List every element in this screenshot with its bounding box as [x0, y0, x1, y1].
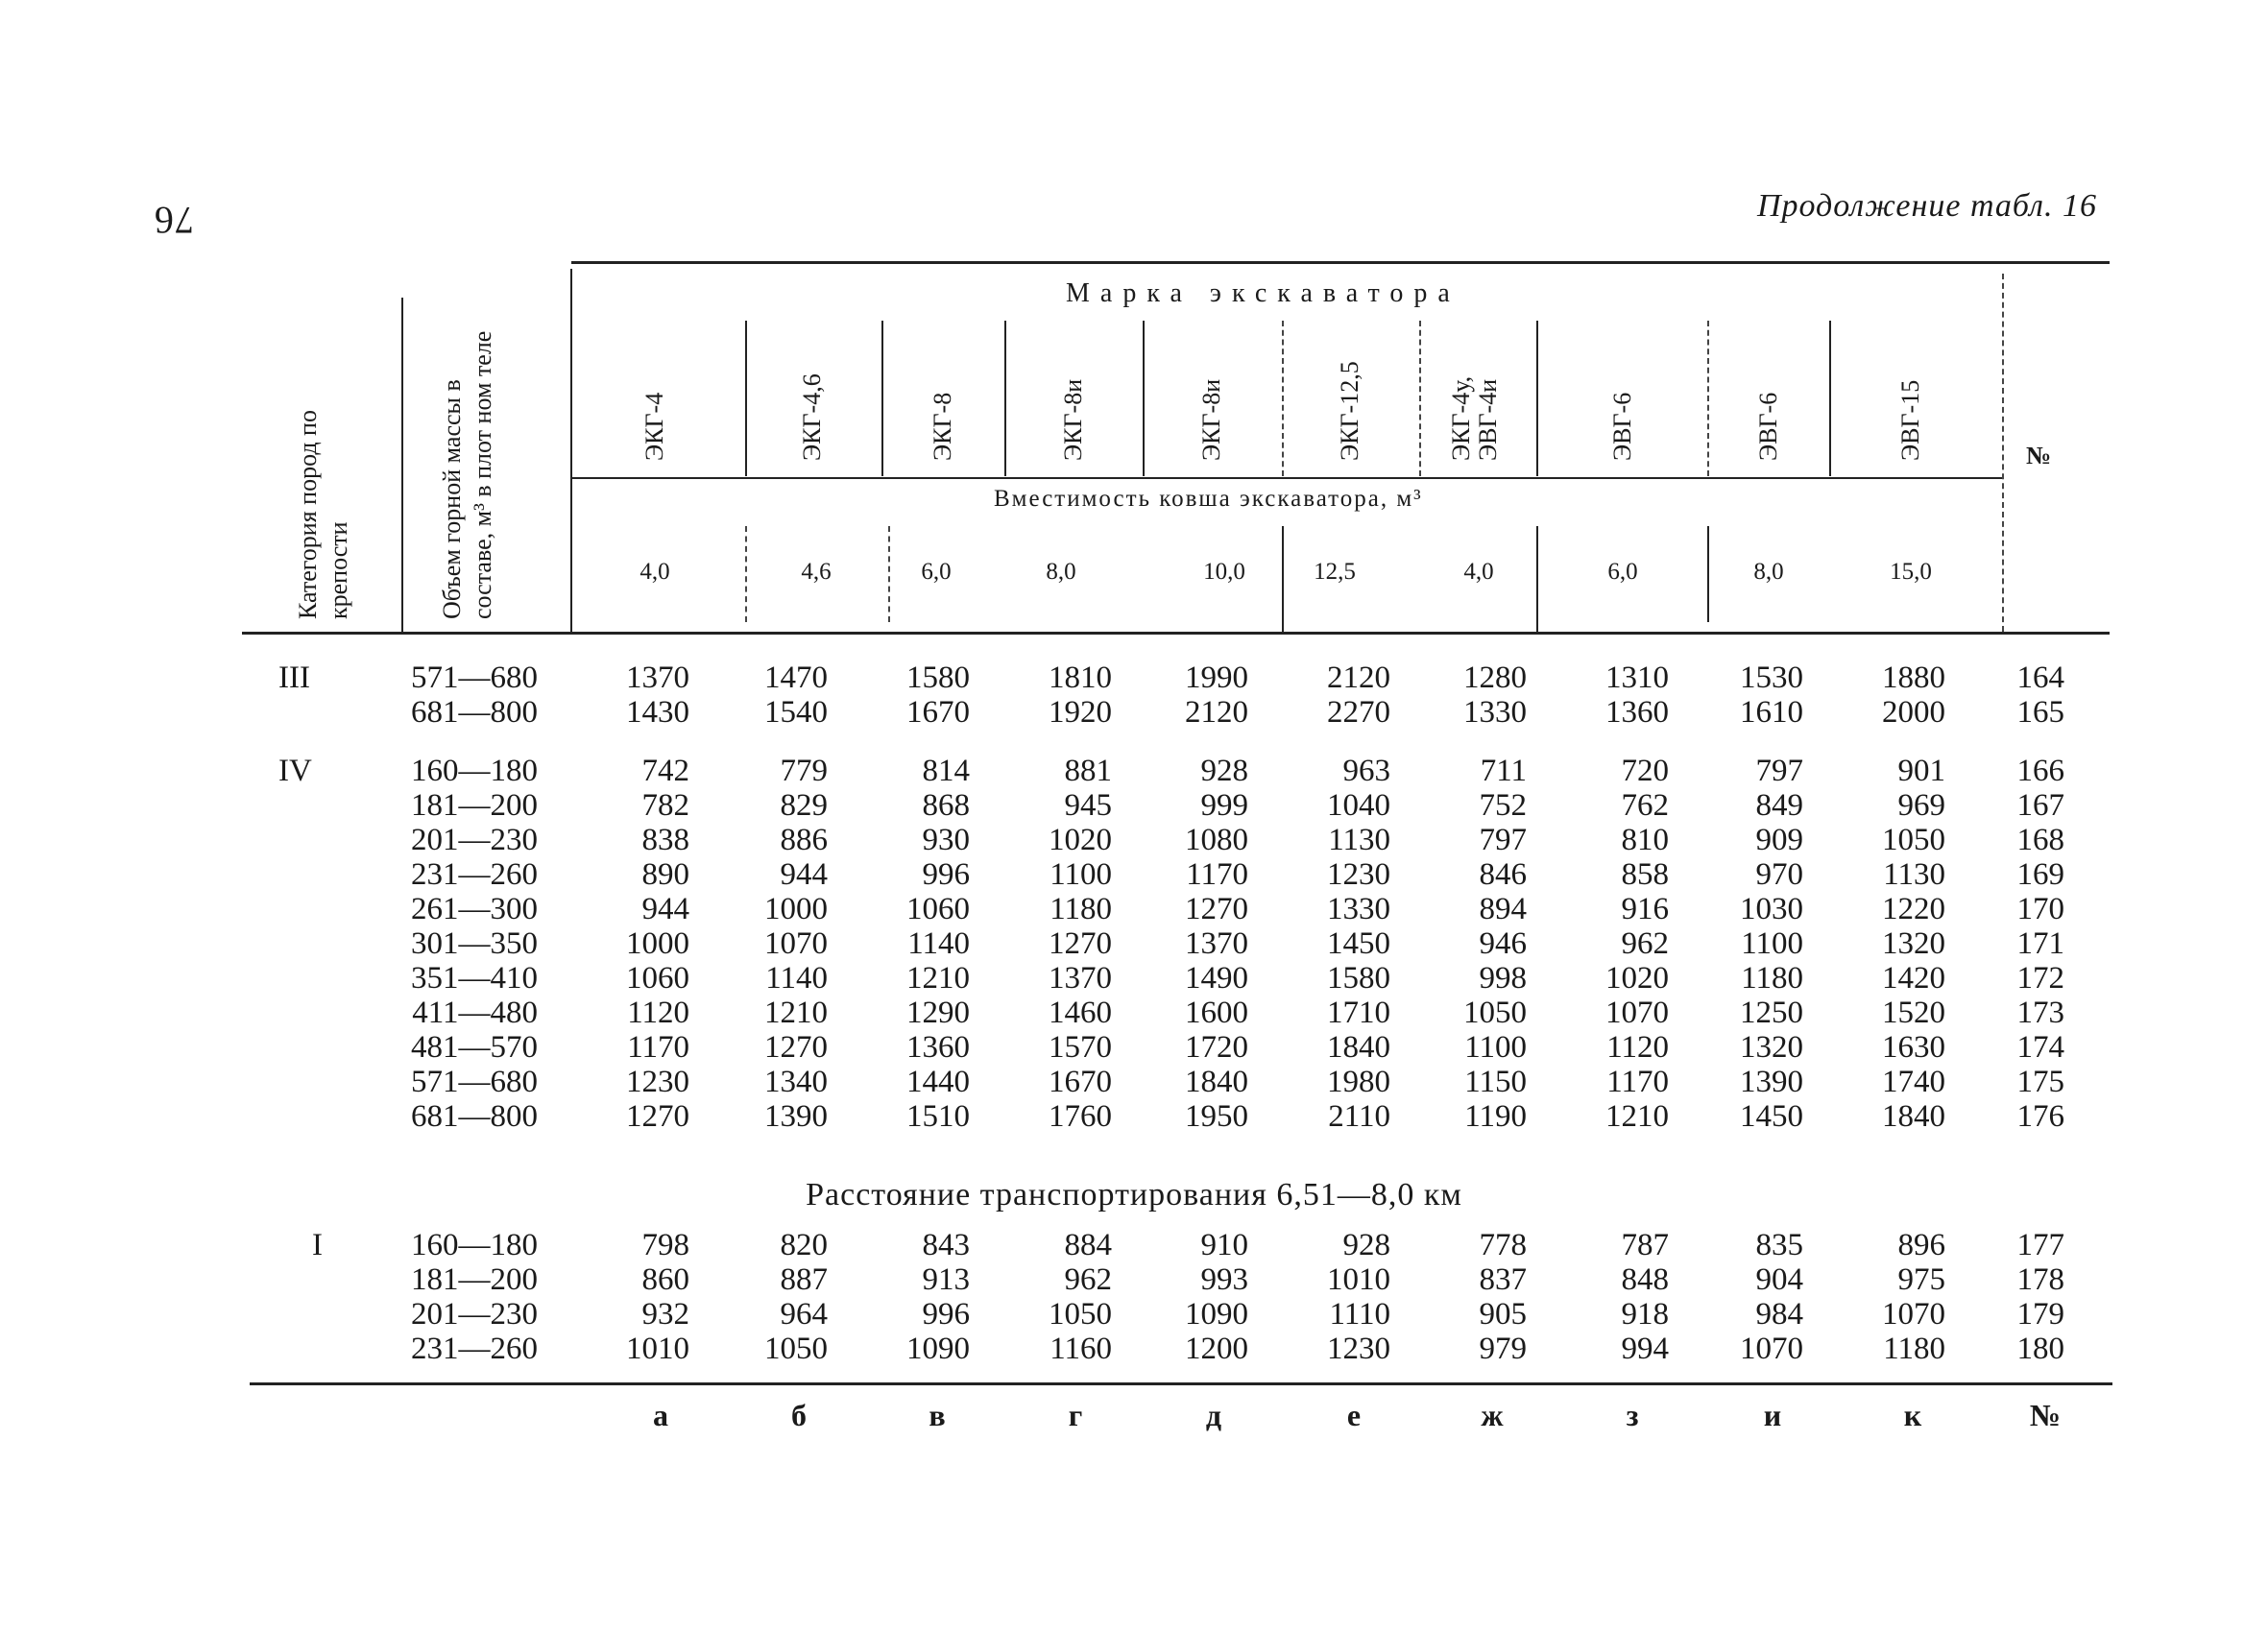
value-cell: 905	[1479, 1297, 1527, 1332]
value-cell: 762	[1621, 788, 1669, 823]
value-cell: 1200	[1185, 1332, 1248, 1366]
value-cell: 1100	[1050, 857, 1112, 892]
value-cell: 752	[1479, 788, 1527, 823]
value-cell: 1470	[764, 660, 828, 695]
value-cell: 1610	[1740, 695, 1803, 730]
model-divider	[1143, 321, 1145, 476]
value-cell: 782	[641, 788, 689, 823]
table-row	[0, 996, 2268, 1030]
value-cell: 1490	[1185, 961, 1248, 996]
value-cell: 946	[1479, 926, 1527, 961]
model-divider	[1829, 321, 1831, 476]
value-cell: 711	[1480, 754, 1527, 788]
capacity-value: 10,0	[1203, 559, 1245, 585]
row-number-cell: 172	[2016, 961, 2064, 996]
footer-letter: г	[1068, 1398, 1083, 1432]
value-cell: 904	[1755, 1262, 1803, 1297]
capacity-value: 12,5	[1314, 559, 1356, 585]
value-cell: 1100	[1464, 1030, 1527, 1065]
volume-cell: 571—680	[411, 1065, 538, 1099]
model-header: ЭВГ-6	[1754, 392, 1782, 461]
value-cell: 1140	[765, 961, 828, 996]
value-cell: 1050	[1463, 996, 1527, 1030]
row-number-cell: 177	[2016, 1228, 2064, 1262]
value-cell: 1840	[1882, 1099, 1945, 1134]
no-divider	[2002, 274, 2004, 632]
model-divider	[1004, 321, 1006, 476]
volume-divider	[570, 269, 572, 632]
volume-cell: 571—680	[411, 660, 538, 695]
value-cell: 984	[1755, 1297, 1803, 1332]
value-cell: 1050	[764, 1332, 828, 1366]
value-cell: 1360	[906, 1030, 970, 1065]
footer-letter: в	[929, 1398, 946, 1432]
model-header: ЭВГ-6	[1608, 392, 1636, 461]
value-cell: 1270	[1185, 892, 1248, 926]
value-cell: 1980	[1327, 1065, 1390, 1099]
value-cell: 1270	[1049, 926, 1112, 961]
volume-cell: 301—350	[411, 926, 538, 961]
value-cell: 843	[922, 1228, 970, 1262]
value-cell: 910	[1200, 1228, 1248, 1262]
value-cell: 962	[1064, 1262, 1112, 1297]
models-rule	[571, 477, 2002, 479]
capacity-value: 4,0	[1463, 559, 1494, 585]
value-cell: 1320	[1740, 1030, 1803, 1065]
footer-letter: б	[791, 1398, 807, 1432]
volume-cell: 681—800	[411, 695, 538, 730]
value-cell: 1510	[906, 1099, 970, 1134]
value-cell: 930	[922, 823, 970, 857]
value-cell: 1070	[1740, 1332, 1803, 1366]
capacity-divider	[1282, 526, 1284, 632]
value-cell: 797	[1479, 823, 1527, 857]
value-cell: 1600	[1185, 996, 1248, 1030]
value-cell: 1060	[906, 892, 970, 926]
model-divider	[1282, 321, 1284, 476]
value-cell: 1210	[1605, 1099, 1669, 1134]
value-cell: 810	[1621, 823, 1669, 857]
value-cell: 932	[641, 1297, 689, 1332]
model-divider	[1707, 321, 1709, 476]
value-cell: 848	[1621, 1262, 1669, 1297]
value-cell: 886	[780, 823, 828, 857]
footer-letter: д	[1205, 1398, 1222, 1432]
value-cell: 964	[780, 1297, 828, 1332]
value-cell: 1100	[1741, 926, 1803, 961]
value-cell: 896	[1897, 1228, 1945, 1262]
value-cell: 1170	[627, 1030, 689, 1065]
value-cell: 1140	[907, 926, 970, 961]
table-row	[0, 1030, 2268, 1065]
value-cell: 1540	[764, 695, 828, 730]
value-cell: 846	[1479, 857, 1527, 892]
value-cell: 1180	[1050, 892, 1112, 926]
page-number: 76	[154, 199, 194, 242]
value-cell: 1170	[1606, 1065, 1669, 1099]
table-row	[0, 823, 2268, 857]
model-header: ЭКГ-4у, ЭВГ-4и	[1447, 375, 1502, 461]
value-cell: 1230	[1327, 857, 1390, 892]
value-cell: 1060	[626, 961, 689, 996]
value-cell: 887	[780, 1262, 828, 1297]
value-cell: 1390	[764, 1099, 828, 1134]
value-cell: 1530	[1740, 660, 1803, 695]
value-cell: 918	[1621, 1297, 1669, 1332]
capacity-value: 8,0	[1753, 559, 1784, 585]
value-cell: 944	[780, 857, 828, 892]
value-cell: 779	[780, 754, 828, 788]
value-cell: 1120	[627, 996, 689, 1030]
value-cell: 1450	[1740, 1099, 1803, 1134]
footer-letter: е	[1346, 1398, 1362, 1432]
value-cell: 1580	[906, 660, 970, 695]
value-cell: 1950	[1185, 1099, 1248, 1134]
value-cell: 838	[641, 823, 689, 857]
value-cell: 944	[641, 892, 689, 926]
capacity-value: 6,0	[1607, 559, 1638, 585]
footer-letter: а	[653, 1398, 668, 1432]
value-cell: 1670	[906, 695, 970, 730]
value-cell: 837	[1479, 1262, 1527, 1297]
value-cell: 994	[1621, 1332, 1669, 1366]
value-cell: 1840	[1327, 1030, 1390, 1065]
value-cell: 1450	[1327, 926, 1390, 961]
table-row	[0, 754, 2268, 788]
model-header: ЭКГ-8и	[1059, 378, 1087, 461]
value-cell: 720	[1621, 754, 1669, 788]
section-caption: Расстояние транспортирования 6,51—8,0 км	[806, 1177, 1462, 1213]
footer-letter: ж	[1481, 1398, 1504, 1432]
value-cell: 1050	[1049, 1297, 1112, 1332]
value-cell: 1080	[1185, 823, 1248, 857]
volume-cell: 411—480	[412, 996, 538, 1030]
value-cell: 1030	[1740, 892, 1803, 926]
capacity-value: 15,0	[1890, 559, 1932, 585]
value-cell: 1020	[1049, 823, 1112, 857]
category-cell: I	[312, 1228, 323, 1262]
table-bottom-rule	[250, 1382, 2112, 1385]
value-cell: 787	[1621, 1228, 1669, 1262]
value-cell: 1370	[1185, 926, 1248, 961]
value-cell: 1110	[1329, 1297, 1390, 1332]
value-cell: 1040	[1327, 788, 1390, 823]
header-bottom-rule	[242, 632, 2110, 635]
value-cell: 1420	[1882, 961, 1945, 996]
value-cell: 1430	[626, 695, 689, 730]
category-cell: IV	[278, 754, 312, 788]
value-cell: 1880	[1882, 660, 1945, 695]
value-cell: 963	[1342, 754, 1390, 788]
row-number-cell: 169	[2016, 857, 2064, 892]
volume-cell: 160—180	[411, 1228, 538, 1262]
value-cell: 928	[1200, 754, 1248, 788]
capacity-header: Вместимость ковша экскаватора, м³	[994, 486, 1423, 512]
value-cell: 909	[1755, 823, 1803, 857]
value-cell: 858	[1621, 857, 1669, 892]
value-cell: 1000	[626, 926, 689, 961]
value-cell: 913	[922, 1262, 970, 1297]
value-cell: 1440	[906, 1065, 970, 1099]
volume-cell: 160—180	[411, 754, 538, 788]
row-number-cell: 167	[2016, 788, 2064, 823]
value-cell: 1330	[1463, 695, 1527, 730]
capacity-divider	[745, 526, 747, 622]
value-cell: 835	[1755, 1228, 1803, 1262]
row-number-cell: 180	[2016, 1332, 2064, 1366]
footer-letter: №	[2029, 1398, 2062, 1432]
value-cell: 1130	[1328, 823, 1390, 857]
value-cell: 1360	[1605, 695, 1669, 730]
category-divider	[401, 298, 403, 632]
value-cell: 1070	[1605, 996, 1669, 1030]
row-number-cell: 165	[2016, 695, 2064, 730]
table-row	[0, 892, 2268, 926]
value-cell: 849	[1755, 788, 1803, 823]
value-cell: 1570	[1049, 1030, 1112, 1065]
value-cell: 1150	[1464, 1065, 1527, 1099]
volume-cell: 481—570	[411, 1030, 538, 1065]
value-cell: 945	[1064, 788, 1112, 823]
value-cell: 1250	[1740, 996, 1803, 1030]
model-divider	[745, 321, 747, 476]
value-cell: 1180	[1741, 961, 1803, 996]
value-cell: 1230	[1327, 1332, 1390, 1366]
table-row	[0, 660, 2268, 695]
table-row	[0, 1262, 2268, 1297]
volume-header: Объем горной массы в составе, м³ в плот ном теле	[438, 330, 496, 619]
capacity-value: 8,0	[1046, 559, 1076, 585]
value-cell: 999	[1200, 788, 1248, 823]
value-cell: 1760	[1049, 1099, 1112, 1134]
value-cell: 1020	[1605, 961, 1669, 996]
volume-cell: 201—230	[411, 823, 538, 857]
value-cell: 868	[922, 788, 970, 823]
row-number-cell: 168	[2016, 823, 2064, 857]
value-cell: 2110	[1328, 1099, 1390, 1134]
value-cell: 901	[1897, 754, 1945, 788]
value-cell: 1000	[764, 892, 828, 926]
row-number-cell: 174	[2016, 1030, 2064, 1065]
value-cell: 1330	[1327, 892, 1390, 926]
value-cell: 1230	[626, 1065, 689, 1099]
capacity-divider	[1536, 526, 1538, 632]
volume-cell: 181—200	[411, 1262, 538, 1297]
category-cell: III	[278, 660, 310, 695]
value-cell: 1370	[1049, 961, 1112, 996]
value-cell: 742	[641, 754, 689, 788]
value-cell: 1370	[626, 660, 689, 695]
model-header: ЭВГ-15	[1896, 379, 1924, 461]
value-cell: 979	[1479, 1332, 1527, 1366]
value-cell: 1460	[1049, 996, 1112, 1030]
value-cell: 820	[780, 1228, 828, 1262]
table-title: Продолжение табл. 16	[1756, 188, 2097, 224]
model-header: ЭКГ-8и	[1197, 378, 1225, 461]
model-header: ЭКГ-4,6	[798, 373, 826, 461]
value-cell: 1710	[1327, 996, 1390, 1030]
value-cell: 1390	[1740, 1065, 1803, 1099]
value-cell: 1840	[1185, 1065, 1248, 1099]
row-number-cell: 175	[2016, 1065, 2064, 1099]
value-cell: 975	[1897, 1262, 1945, 1297]
value-cell: 928	[1342, 1228, 1390, 1262]
volume-cell: 201—230	[411, 1297, 538, 1332]
table-row	[0, 1332, 2268, 1366]
value-cell: 1320	[1882, 926, 1945, 961]
volume-cell: 231—260	[411, 857, 538, 892]
value-cell: 1580	[1327, 961, 1390, 996]
table-row	[0, 857, 2268, 892]
row-number-cell: 176	[2016, 1099, 2064, 1134]
value-cell: 1120	[1606, 1030, 1669, 1065]
volume-cell: 261—300	[411, 892, 538, 926]
row-number-cell: 166	[2016, 754, 2064, 788]
value-cell: 996	[922, 857, 970, 892]
capacity-divider	[1707, 526, 1709, 622]
footer-letter: и	[1763, 1398, 1782, 1432]
value-cell: 1720	[1185, 1030, 1248, 1065]
model-divider	[1419, 321, 1421, 476]
table-row	[0, 788, 2268, 823]
value-cell: 1270	[626, 1099, 689, 1134]
value-cell: 2120	[1327, 660, 1390, 695]
row-number-cell: 173	[2016, 996, 2064, 1030]
value-cell: 829	[780, 788, 828, 823]
value-cell: 993	[1200, 1262, 1248, 1297]
value-cell: 1070	[764, 926, 828, 961]
value-cell: 1010	[626, 1332, 689, 1366]
table-row	[0, 961, 2268, 996]
table-row	[0, 1228, 2268, 1262]
model-header: ЭКГ-4	[640, 392, 668, 461]
value-cell: 969	[1897, 788, 1945, 823]
value-cell: 1170	[1186, 857, 1248, 892]
value-cell: 2270	[1327, 695, 1390, 730]
header-top-rule	[571, 261, 2110, 264]
value-cell: 798	[641, 1228, 689, 1262]
value-cell: 970	[1755, 857, 1803, 892]
value-cell: 881	[1064, 754, 1112, 788]
table-row	[0, 1099, 2268, 1134]
row-number-cell: 170	[2016, 892, 2064, 926]
category-header: Категория пород по крепости	[294, 410, 352, 619]
capacity-value: 4,0	[639, 559, 670, 585]
volume-cell: 181—200	[411, 788, 538, 823]
value-cell: 1160	[1050, 1332, 1112, 1366]
row-number-cell: 171	[2016, 926, 2064, 961]
value-cell: 1180	[1883, 1332, 1945, 1366]
value-cell: 2120	[1185, 695, 1248, 730]
value-cell: 1340	[764, 1065, 828, 1099]
table-row	[0, 1065, 2268, 1099]
value-cell: 998	[1479, 961, 1527, 996]
capacity-value: 4,6	[801, 559, 832, 585]
value-cell: 884	[1064, 1228, 1112, 1262]
value-cell: 1070	[1882, 1297, 1945, 1332]
value-cell: 1670	[1049, 1065, 1112, 1099]
footer-letter: з	[1626, 1398, 1639, 1432]
value-cell: 1740	[1882, 1065, 1945, 1099]
value-cell: 1010	[1327, 1262, 1390, 1297]
brand-header: Марка экскаватора	[1066, 278, 1460, 308]
model-header: ЭКГ-12,5	[1336, 361, 1363, 461]
row-number-cell: 164	[2016, 660, 2064, 695]
value-cell: 916	[1621, 892, 1669, 926]
row-number-cell: 178	[2016, 1262, 2064, 1297]
row-number-cell: 179	[2016, 1297, 2064, 1332]
value-cell: 1090	[1185, 1297, 1248, 1332]
volume-cell: 681—800	[411, 1099, 538, 1134]
footer-letter: к	[1903, 1398, 1922, 1432]
value-cell: 1310	[1605, 660, 1669, 695]
value-cell: 814	[922, 754, 970, 788]
value-cell: 1210	[906, 961, 970, 996]
capacity-value: 6,0	[921, 559, 952, 585]
value-cell: 1130	[1883, 857, 1945, 892]
value-cell: 962	[1621, 926, 1669, 961]
value-cell: 1520	[1882, 996, 1945, 1030]
value-cell: 894	[1479, 892, 1527, 926]
model-header: ЭКГ-8	[929, 392, 956, 461]
value-cell: 2000	[1882, 695, 1945, 730]
value-cell: 1810	[1049, 660, 1112, 695]
value-cell: 1090	[906, 1332, 970, 1366]
value-cell: 797	[1755, 754, 1803, 788]
model-divider	[1536, 321, 1538, 476]
no-header: №	[2026, 442, 2052, 469]
value-cell: 1630	[1882, 1030, 1945, 1065]
value-cell: 890	[641, 857, 689, 892]
value-cell: 1220	[1882, 892, 1945, 926]
table-row	[0, 926, 2268, 961]
table-row	[0, 695, 2268, 730]
value-cell: 860	[641, 1262, 689, 1297]
value-cell: 996	[922, 1297, 970, 1332]
value-cell: 1190	[1464, 1099, 1527, 1134]
value-cell: 1210	[764, 996, 828, 1030]
value-cell: 1990	[1185, 660, 1248, 695]
volume-cell: 351—410	[411, 961, 538, 996]
volume-cell: 231—260	[411, 1332, 538, 1366]
value-cell: 1270	[764, 1030, 828, 1065]
value-cell: 1290	[906, 996, 970, 1030]
value-cell: 778	[1479, 1228, 1527, 1262]
value-cell: 1920	[1049, 695, 1112, 730]
value-cell: 1280	[1463, 660, 1527, 695]
model-divider	[881, 321, 883, 476]
table-row	[0, 1297, 2268, 1332]
value-cell: 1050	[1882, 823, 1945, 857]
